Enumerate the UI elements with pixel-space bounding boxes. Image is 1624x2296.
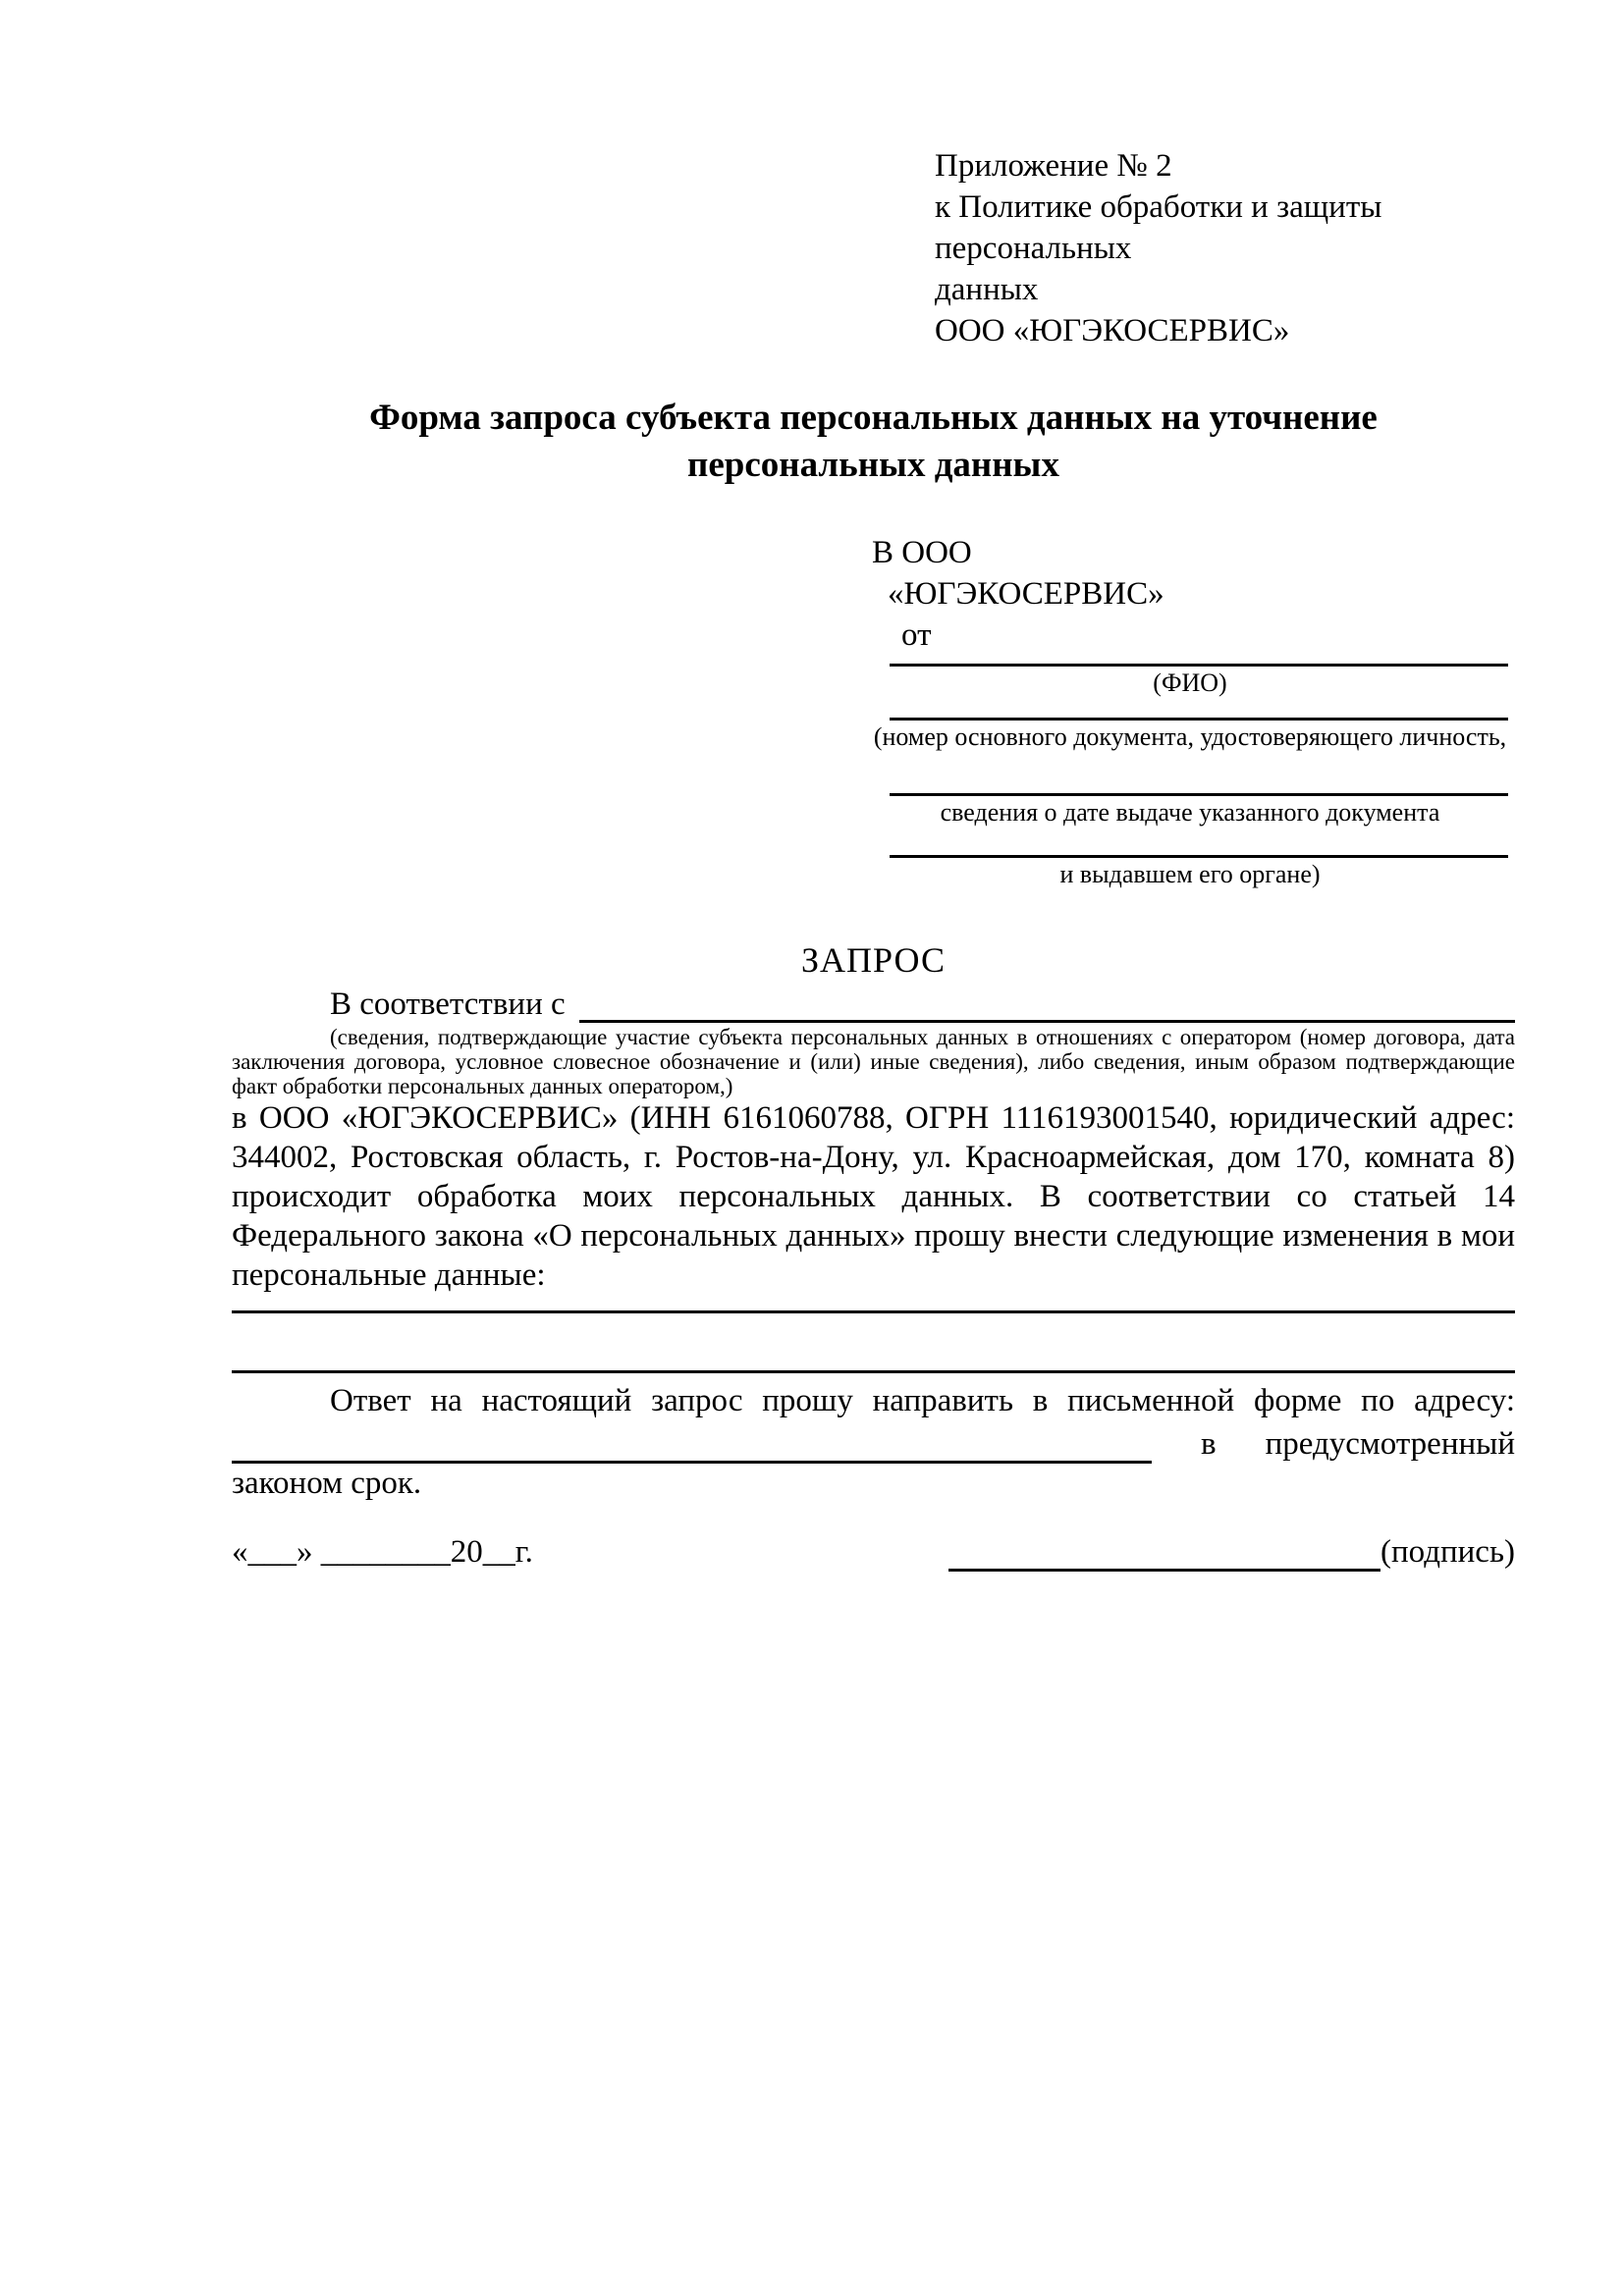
basis-blank-line bbox=[579, 987, 1515, 1023]
issue-date-caption: сведения о дате выдаче указанного документа bbox=[940, 798, 1440, 827]
issuing-authority-blank-line bbox=[890, 855, 1508, 858]
annex-header bbox=[935, 145, 1515, 351]
annex-line-4: ООО «ЮГЭКОСЕРВИС» bbox=[935, 313, 1290, 348]
addressee-org-line-2: «ЮГЭКОСЕРВИС» bbox=[888, 576, 1164, 612]
request-heading: ЗАПРОС bbox=[801, 940, 946, 980]
fio-caption: (ФИО) bbox=[1153, 668, 1227, 697]
basis-row bbox=[232, 984, 1515, 1023]
issue-date-blank-line bbox=[890, 793, 1508, 796]
document-title-line-1: Форма запроса субъекта персональных данных на уточнение bbox=[369, 398, 1378, 438]
response-word-predusmotrenny: предусмотренный bbox=[1265, 1426, 1515, 1462]
changes-blank-line-1 bbox=[232, 1310, 1515, 1313]
basis-label: В соответствии с bbox=[330, 987, 566, 1022]
changes-blank-line-2 bbox=[232, 1370, 1515, 1373]
signature-row bbox=[232, 1532, 1515, 1572]
response-tail: законом срок. bbox=[232, 1466, 422, 1501]
response-word-v: в bbox=[1201, 1426, 1217, 1462]
annex-line-3: данных bbox=[935, 272, 1039, 307]
signature-blank-line bbox=[948, 1541, 1380, 1572]
address-row bbox=[232, 1422, 1515, 1464]
addressee-org-line-1: В ООО bbox=[872, 535, 972, 570]
basis-caption: (сведения, подтверждающие участие субъекта персональных данных в отношениях с оператором (номер договора, дата заключения договора, условное словесное обозначение и (или) иные сведения), либо сведения, иным образом подтверждающие факт обработки персональных данных оператором,) bbox=[232, 1025, 1515, 1098]
addressee-block bbox=[872, 532, 1508, 889]
issuing-authority-caption: и выдавшем его органе) bbox=[1059, 860, 1321, 888]
signature-group bbox=[948, 1532, 1515, 1572]
address-blank-line bbox=[232, 1431, 1152, 1464]
date-blank: «___» ________20__г. bbox=[232, 1534, 533, 1570]
document-title-line-2: персональных данных bbox=[687, 445, 1059, 485]
request-body-paragraph: в ООО «ЮГЭКОСЕРВИС» (ИНН 6161060788, ОГРН 1116193001540, юридический адрес: 344002, Ростовская область, г. Ростов-на-Дону, ул. Красноармейская, дом 170, комната 8) происходит обработка моих персональных данных. В соответствии со статьей 14 Федерального закона «О персональных данных» прошу внести следующие изменения в мои персональные данные: bbox=[232, 1100, 1515, 1293]
addressee-from-label: от bbox=[901, 617, 932, 653]
response-address-sentence: Ответ на настоящий запрос прошу направить в письменной форме по адресу: bbox=[330, 1383, 1515, 1418]
document-title bbox=[232, 395, 1515, 489]
annex-line-1: Приложение № 2 bbox=[935, 148, 1172, 184]
signature-caption: (подпись) bbox=[1380, 1534, 1515, 1570]
document-number-blank-line bbox=[890, 718, 1508, 721]
annex-line-2: к Политике обработки и защиты персональных bbox=[935, 189, 1382, 266]
document-number-caption: (номер основного документа, удостоверяющего личность, bbox=[873, 722, 1507, 751]
fio-blank-line bbox=[890, 664, 1508, 667]
